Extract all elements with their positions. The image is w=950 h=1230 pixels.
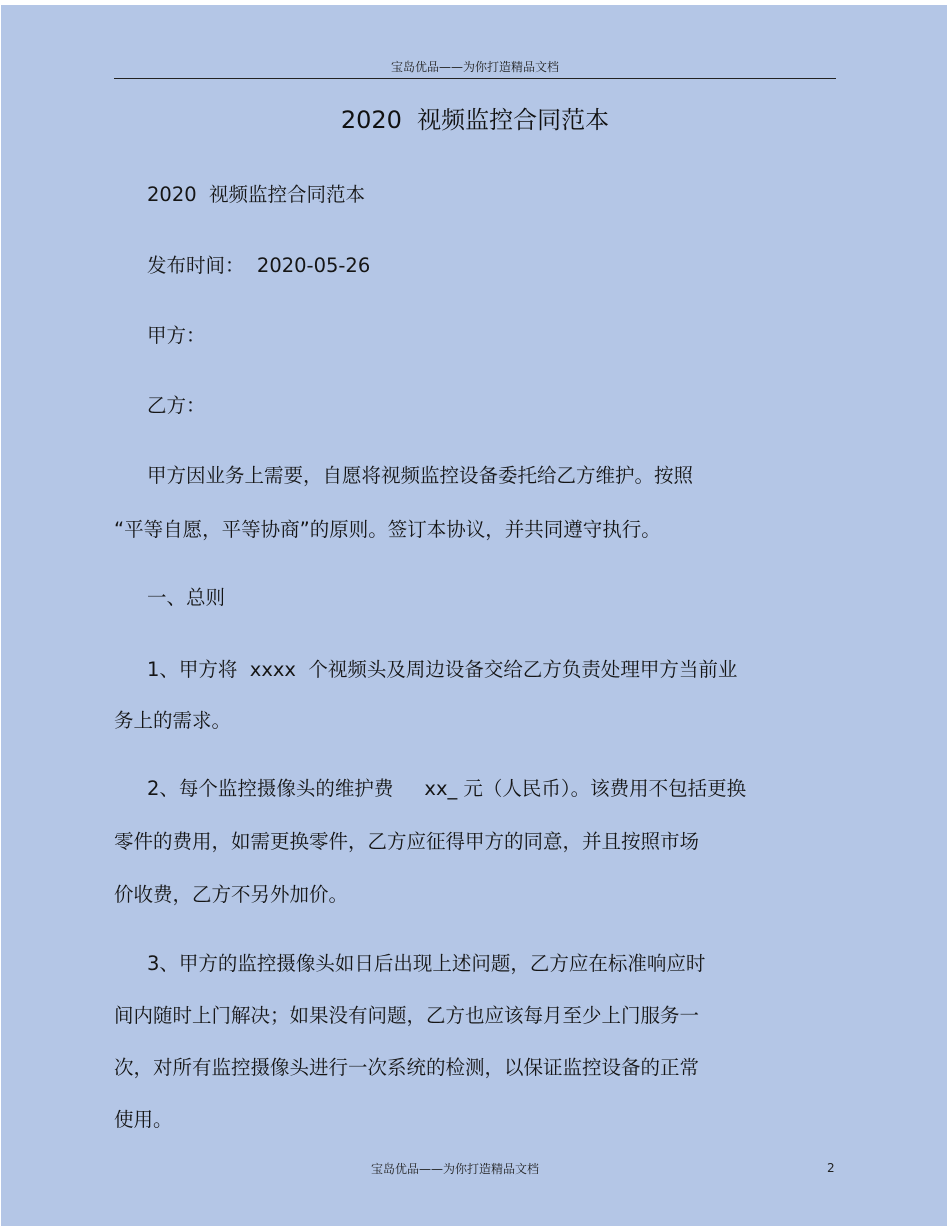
clause-1-line: 1、甲方将 xxxx 个视频头及周边设备交给乙方负责处理甲方当前业 (147, 658, 738, 681)
clause-3-line: 次，对所有监控摄像头进行一次系统的检测，以保证监控设备的正常 (114, 1056, 700, 1079)
clause-2-line: 零件的费用，如需更换零件，乙方应征得甲方的同意，并且按照市场 (114, 830, 700, 853)
page-number: 2 (827, 1161, 835, 1175)
page-footer: 宝岛优品——为你打造精品文档 (370, 1162, 539, 1176)
party-a-label: 甲方： (147, 324, 206, 347)
publish-info (147, 250, 370, 278)
header-divider (114, 78, 836, 79)
subtitle: 2020 视频监控合同范本 (147, 183, 366, 206)
publish-date: 2020-05-26 (256, 254, 371, 277)
document-page (1, 5, 947, 1226)
publish-label: 发布时间： (147, 254, 245, 277)
section-heading: 一、总则 (147, 586, 226, 609)
clause-3-line: 3、甲方的监控摄像头如日后出现上述问题，乙方应在标准响应时 (147, 952, 706, 975)
intro-paragraph-line: 甲方因业务上需要，自愿将视频监控设备委托给乙方维护。按照 (147, 464, 694, 487)
document-title: 2020 视频监控合同范本 (340, 106, 610, 134)
party-b-label: 乙方： (147, 394, 206, 417)
page-header: 宝岛优品——为你打造精品文档 (390, 60, 559, 74)
clause-3-line: 使用。 (114, 1108, 173, 1131)
clause-2-line: 价收费，乙方不另外加价。 (114, 883, 349, 906)
clause-2-line: 2、每个监控摄像头的维护费 xx_ 元（人民币）。该费用不包括更换 (147, 777, 747, 800)
clause-1-line: 务上的需求。 (114, 709, 232, 732)
clause-3-line: 间内随时上门解决；如果没有问题，乙方也应该每月至少上门服务一 (114, 1004, 700, 1027)
intro-paragraph-line: “平等自愿，平等协商”的原则。签订本协议，并共同遵守执行。 (114, 518, 661, 541)
